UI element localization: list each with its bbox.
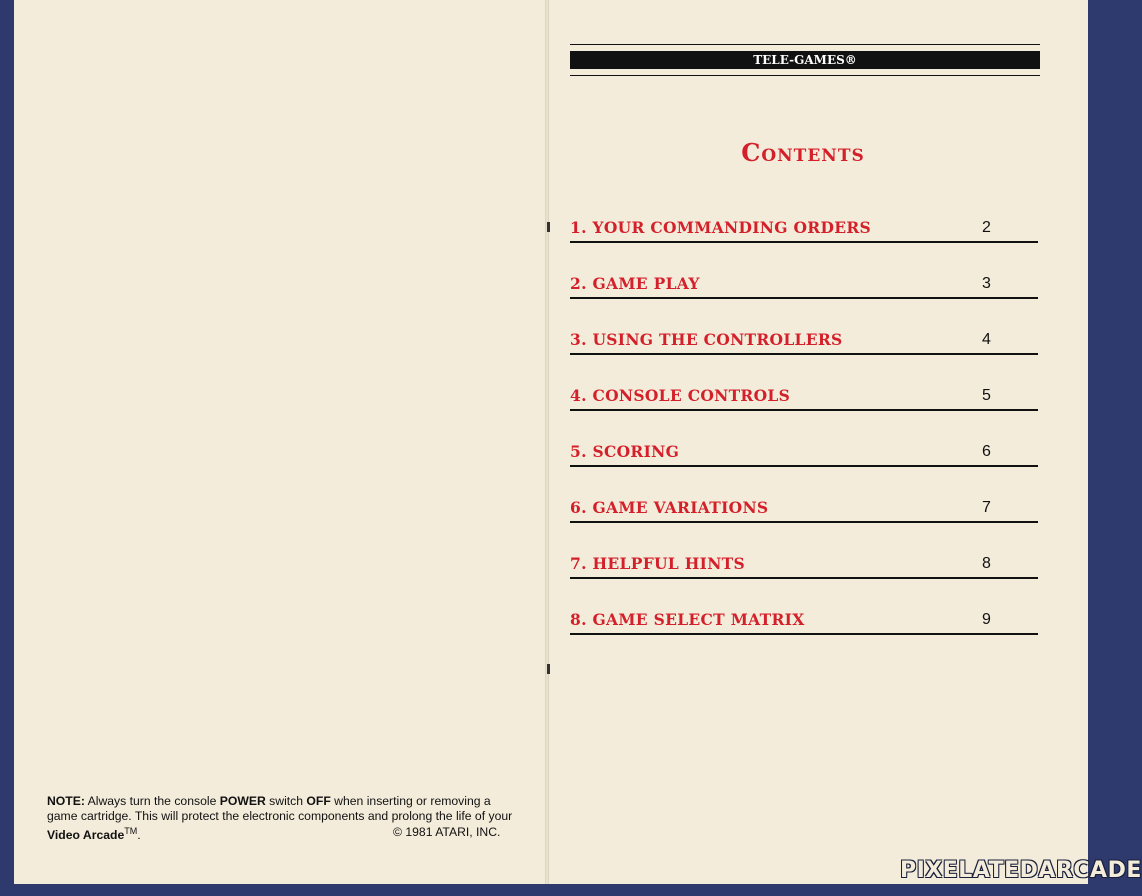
toc-entry[interactable] (570, 211, 1038, 267)
toc-entry[interactable] (570, 491, 1038, 547)
booklet-spine (545, 0, 549, 884)
toc-entry-page: 9 (982, 611, 991, 628)
toc-entry-page: 8 (982, 555, 991, 572)
toc-entry[interactable] (570, 603, 1038, 659)
toc-entry-page: 5 (982, 387, 991, 404)
toc-entry[interactable] (570, 435, 1038, 491)
note-text: when inserting or removing a game cartridge. This will protect the electronic components and prolong the life of your (47, 794, 513, 823)
watermark-logo: PIXELATEDARCADE (900, 858, 1142, 883)
toc-rule (570, 297, 1038, 299)
note-text: . (137, 828, 141, 843)
toc-rule (570, 633, 1038, 635)
toc-entry[interactable] (570, 267, 1038, 323)
toc-entry-label: 4. CONSOLE CONTROLS (570, 386, 791, 405)
toc-rule (570, 521, 1038, 523)
brand-header: TELE-GAMES® (570, 51, 1040, 69)
toc-entry[interactable] (570, 323, 1038, 379)
header-rule (570, 44, 1040, 45)
toc-entry-label: 5. SCORING (570, 442, 680, 461)
toc-rule (570, 353, 1038, 355)
note-text: switch (265, 794, 307, 808)
toc-rule (570, 409, 1038, 411)
staple-top (547, 222, 550, 232)
toc-entry-label: 3. USING THE CONTROLLERS (570, 330, 843, 349)
toc-entry-page: 3 (982, 275, 991, 292)
note-off: OFF (306, 794, 331, 808)
copyright-notice: © 1981 ATARI, INC. (393, 825, 501, 839)
left-page (14, 0, 547, 884)
toc-rule (570, 241, 1038, 243)
note-product: Video Arcade (47, 828, 125, 843)
header-rule (570, 75, 1040, 76)
toc-entry-page: 6 (982, 443, 991, 460)
note-text: Always turn the console (84, 794, 220, 808)
toc-entry-label: 6. GAME VARIATIONS (570, 498, 769, 517)
toc-rule (570, 465, 1038, 467)
toc-entry-page: 7 (982, 499, 991, 516)
toc-entry-label: 2. GAME PLAY (570, 274, 700, 293)
toc-entry-page: 4 (982, 331, 991, 348)
toc-rule (570, 577, 1038, 579)
toc-entry-label: 7. HELPFUL HINTS (570, 554, 745, 573)
toc-entry[interactable] (570, 547, 1038, 603)
toc-entry[interactable] (570, 379, 1038, 435)
toc-entry-label: 8. GAME SELECT MATRIX (570, 610, 805, 629)
note-label: NOTE: (47, 794, 85, 808)
contents-title: Contents (741, 138, 865, 167)
staple-bottom (547, 664, 550, 674)
toc-entry-label: 1. YOUR COMMANDING ORDERS (570, 218, 871, 237)
trademark-mark: TM (124, 826, 138, 836)
note-power: POWER (219, 794, 266, 808)
toc-entry-page: 2 (982, 219, 991, 236)
